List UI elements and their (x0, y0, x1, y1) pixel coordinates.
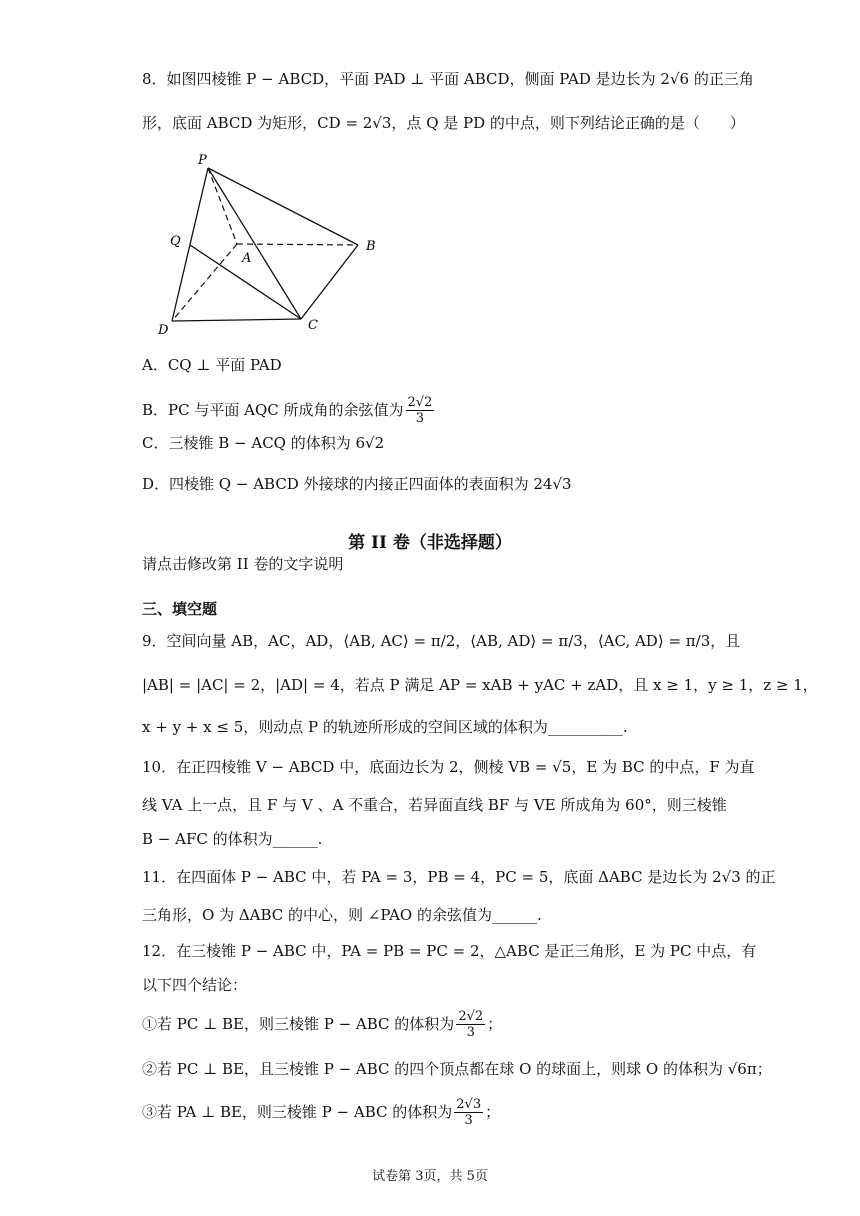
label-c: C (308, 318, 318, 333)
page-footer: 试卷第 3页，共 5页 (372, 1169, 488, 1184)
part2-note[interactable]: 请点击修改第 II 卷的文字说明 (142, 555, 344, 573)
label-d: D (158, 323, 169, 338)
q8-stem-line2: 形，底面 ABCD 为矩形，CD = 2√3，点 Q 是 PD 的中点，则下列结论正确的是（ ） (142, 114, 745, 132)
q12-statement-2: ②若 PC ⊥ BE，且三棱锥 P − ABC 的四个顶点都在球 O 的球面上，则球 O 的体积为 √6π； (142, 1060, 772, 1078)
q9-line3: x + y + x ≤ 5，则动点 P 的轨迹所形成的空间区域的体积为__________. (142, 718, 628, 736)
q12-statement-3-fraction: $\frac{2√3}{3}$ (456, 1096, 482, 1128)
q11-line1: 11．在四面体 P − ABC 中，若 PA = 3，PB = 4，PC = 5，底面 ΔABC 是边长为 2√3 的正 (142, 868, 776, 886)
q10-line3: B − AFC 的体积为______. (142, 830, 323, 848)
q12-statement-1: ①若 PC ⊥ BE，则三棱锥 P − ABC 的体积为 $\frac{2√2}{3}$ ； (142, 1008, 503, 1040)
q9-line2: |AB| = |AC| = 2，|AD| = 4，若点 P 满足 AP = xAB + yAC + zAD，且 x ≥ 1，y ≥ 1，z ≥ 1， (142, 676, 818, 694)
q12-statement-1-fraction: $\frac{2√2}{3}$ (458, 1008, 484, 1040)
q8-option-d: D．四棱锥 Q − ABCD 外接球的内接正四面体的表面积为 24√3 (142, 475, 572, 493)
q8-option-c: C．三棱锥 B − ACQ 的体积为 6√2 (142, 434, 385, 452)
q8-stem-line1: 8．如图四棱锥 P − ABCD，平面 PAD ⊥ 平面 ABCD，侧面 PAD 是边长为 2√6 的正三角 (142, 70, 754, 88)
label-a: A (242, 251, 252, 266)
section-fill-blank: 三、填空题 (142, 600, 218, 618)
q10-line1: 10．在正四棱锥 V − ABCD 中，底面边长为 2，侧棱 VB = √5，E 为 BC 的中点，F 为直 (142, 758, 755, 776)
q12-statement-3: ③若 PA ⊥ BE，则三棱锥 P − ABC 的体积为 $\frac{2√3}{3}$ ； (142, 1096, 501, 1128)
q12-line2: 以下四个结论： (142, 976, 248, 994)
q8-option-b: B．PC 与平面 AQC 所成角的余弦值为 $\frac{2√2}{3}$ (142, 394, 433, 426)
label-b: B (366, 239, 376, 254)
q10-line2: 线 VA 上一点，且 F 与 V 、A 不重合，若异面直线 BF 与 VE 所成角为 60°，则三棱锥 (142, 796, 727, 814)
pyramid-figure (148, 148, 388, 348)
q12-line1: 12．在三棱锥 P − ABC 中，PA = PB = PC = 2，△ABC 是正三角形，E 为 PC 中点，有 (142, 942, 757, 960)
label-p: P (198, 153, 207, 168)
q11-line2: 三角形，O 为 ΔABC 的中心，则 ∠PAO 的余弦值为______. (142, 906, 542, 924)
label-q: Q (170, 234, 181, 249)
q8-option-b-fraction: $\frac{2√2}{3}$ (407, 394, 433, 426)
part2-title: 第 II 卷（非选择题） (348, 533, 512, 553)
q9-line1: 9．空间向量 AB，AC，AD，⟨AB, AC⟩ = π/2，⟨AB, AD⟩ = π/3，⟨AC, AD⟩ = π/3，且 (142, 632, 741, 650)
q8-option-a: A．CQ ⊥ 平面 PAD (142, 356, 282, 374)
